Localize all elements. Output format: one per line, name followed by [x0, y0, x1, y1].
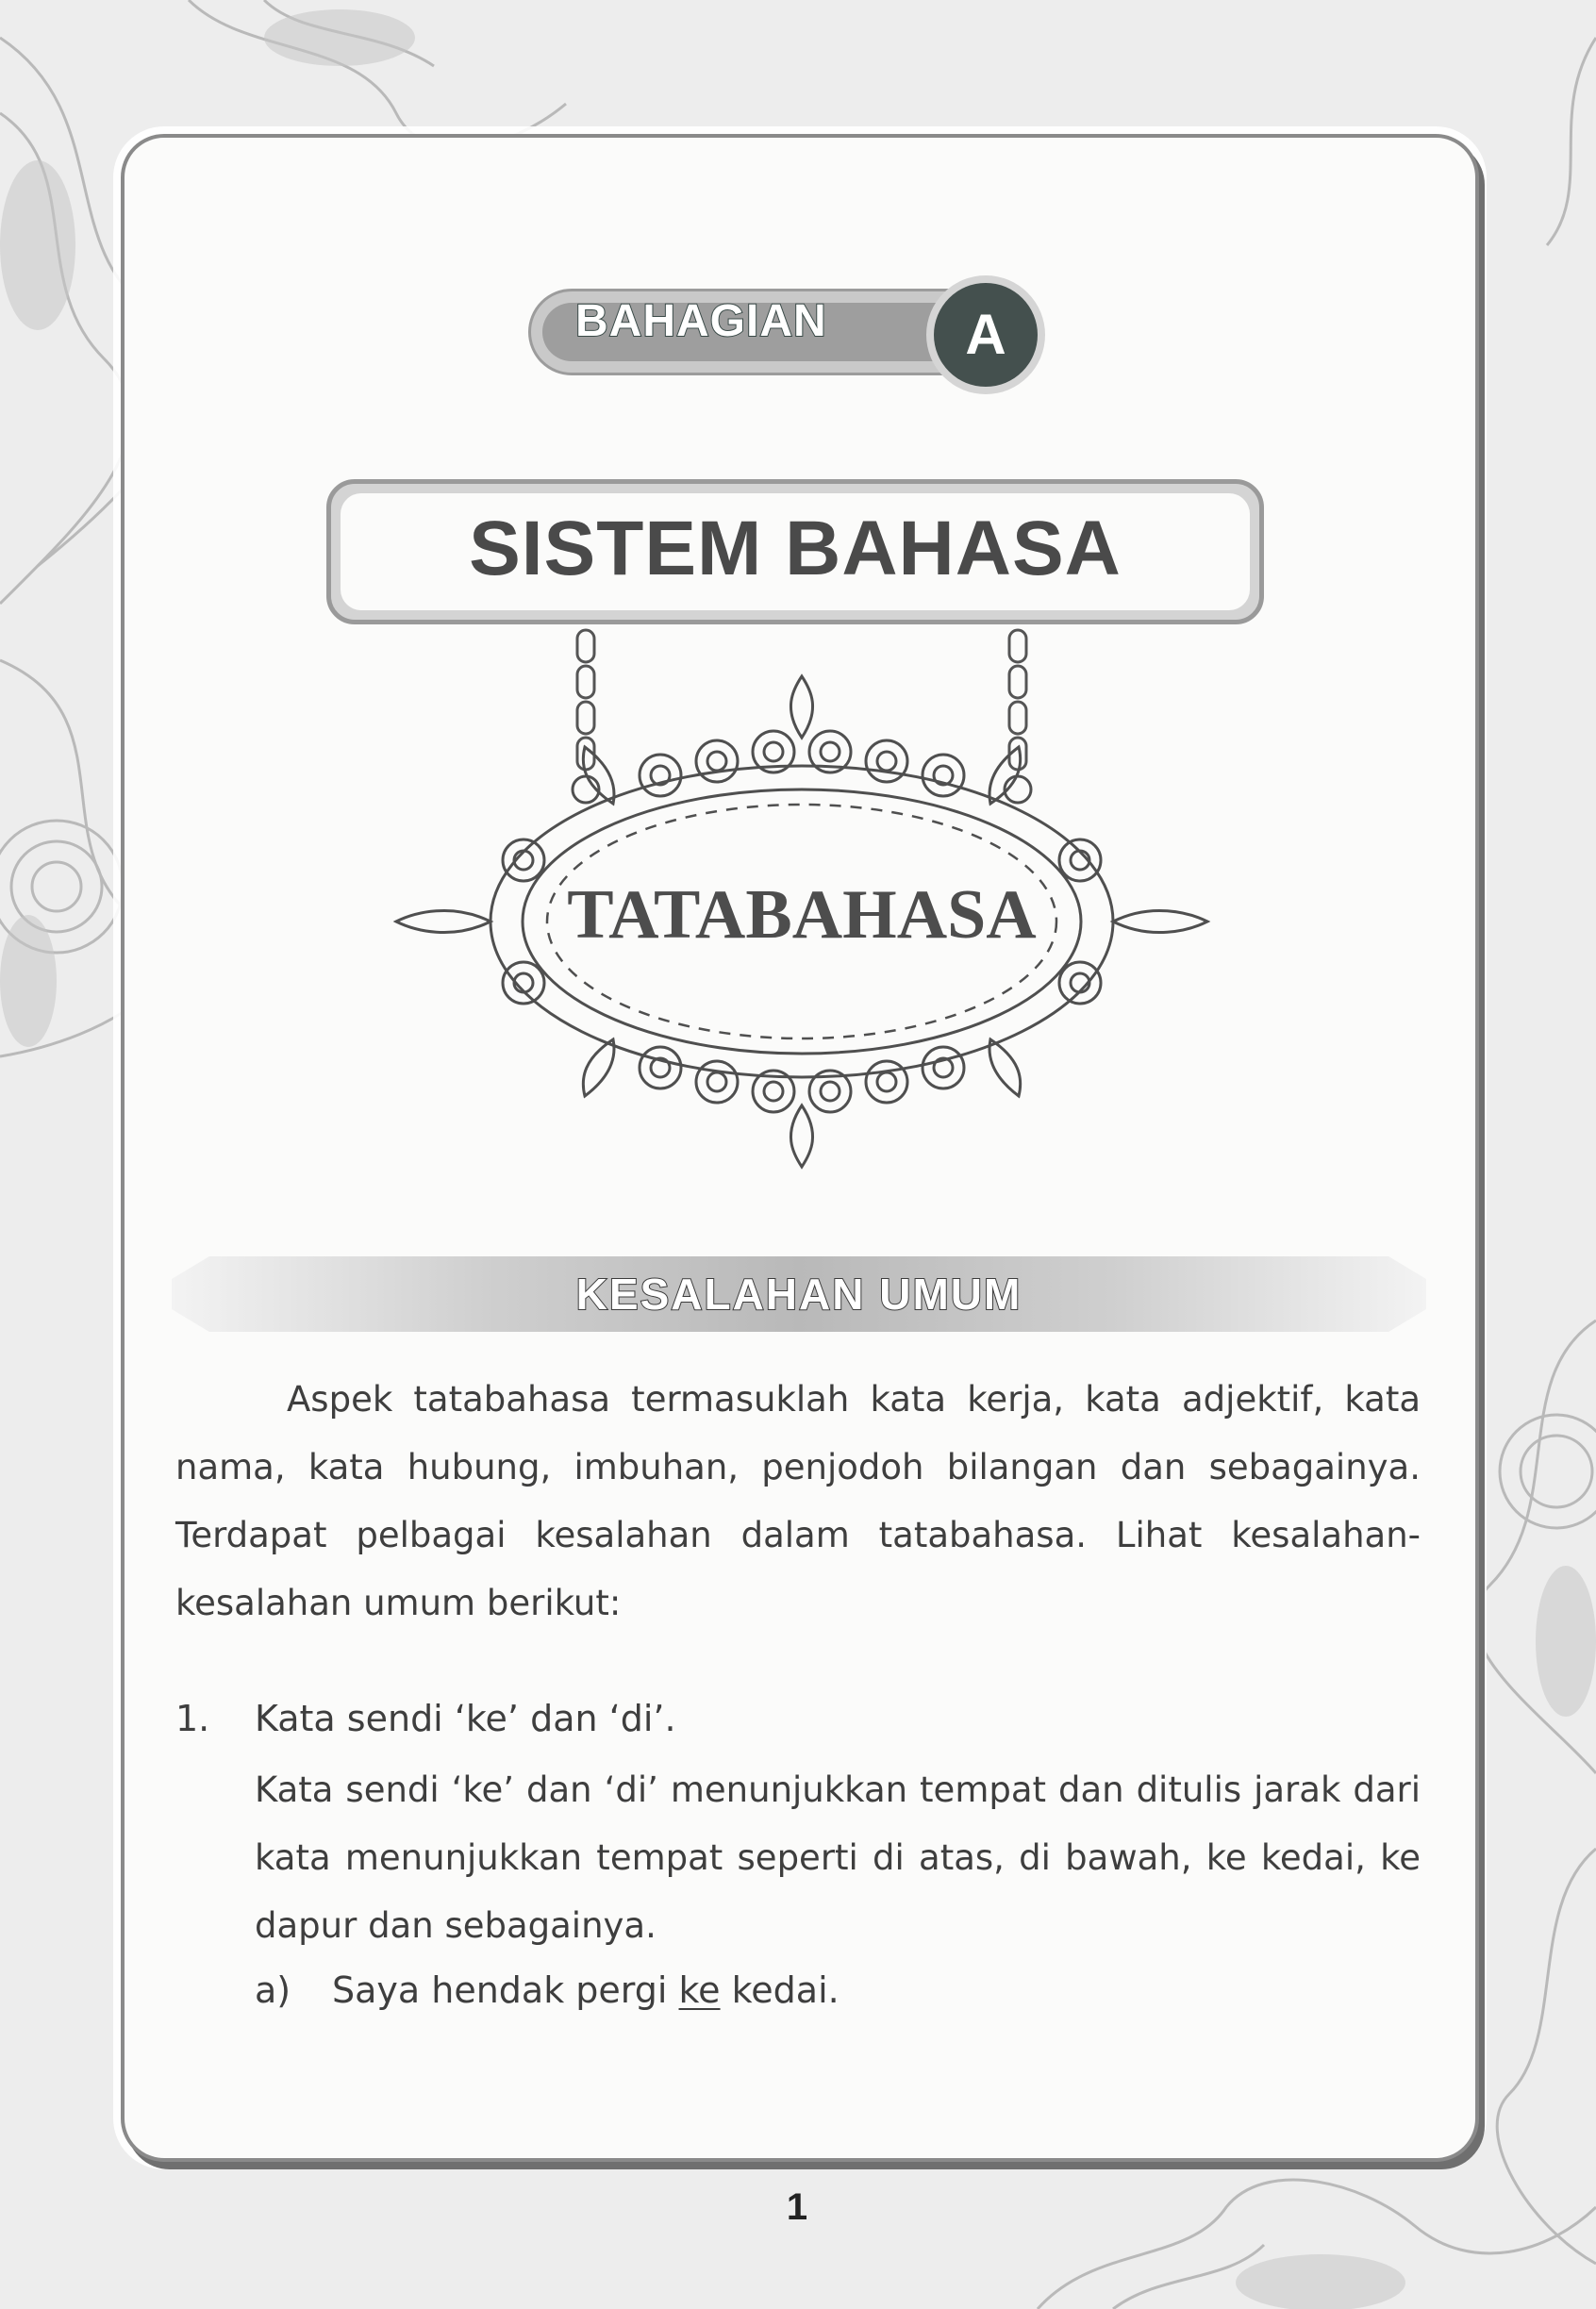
title-box: [326, 479, 1264, 624]
subtitle: TATABAHASA: [567, 876, 1037, 954]
example-underlined: ke: [678, 1969, 721, 2011]
section-heading: KESALAHAN UMUM: [575, 1270, 1022, 1319]
example-label: a): [255, 1969, 291, 2011]
list-item-title: Kata sendi ‘ke’ dan ‘di’.: [255, 1698, 676, 1739]
badge-label: BAHAGIAN: [575, 296, 827, 346]
intro-paragraph: Aspek tatabahasa termasuklah kata kerja, kata adjektif, kata nama, kata hubung, imbuhan, penjodoh bilangan dan sebagainya. Terdapat pelbagai kesalahan dalam tatabahasa. Lihat kesalahan-kesalahan umum berikut:: [175, 1379, 1421, 1623]
example-sentence: [332, 1956, 840, 2024]
list-item-number: 1.: [175, 1698, 210, 1739]
page-number: 1: [786, 2186, 808, 2228]
example-after: kedai.: [720, 1969, 840, 2011]
list-item-description: Kata sendi ‘ke’ dan ‘di’ menunjukkan tempat dan ditulis jarak dari kata menunjukkan tempat seperti di atas, di bawah, ke kedai, ke dapur dan sebagainya.: [255, 1769, 1421, 1946]
section-badge: [528, 275, 1056, 390]
example-before: Saya hendak pergi: [332, 1969, 679, 2011]
badge-letter: A: [934, 283, 1038, 387]
page-title: SISTEM BAHASA: [469, 506, 1122, 591]
